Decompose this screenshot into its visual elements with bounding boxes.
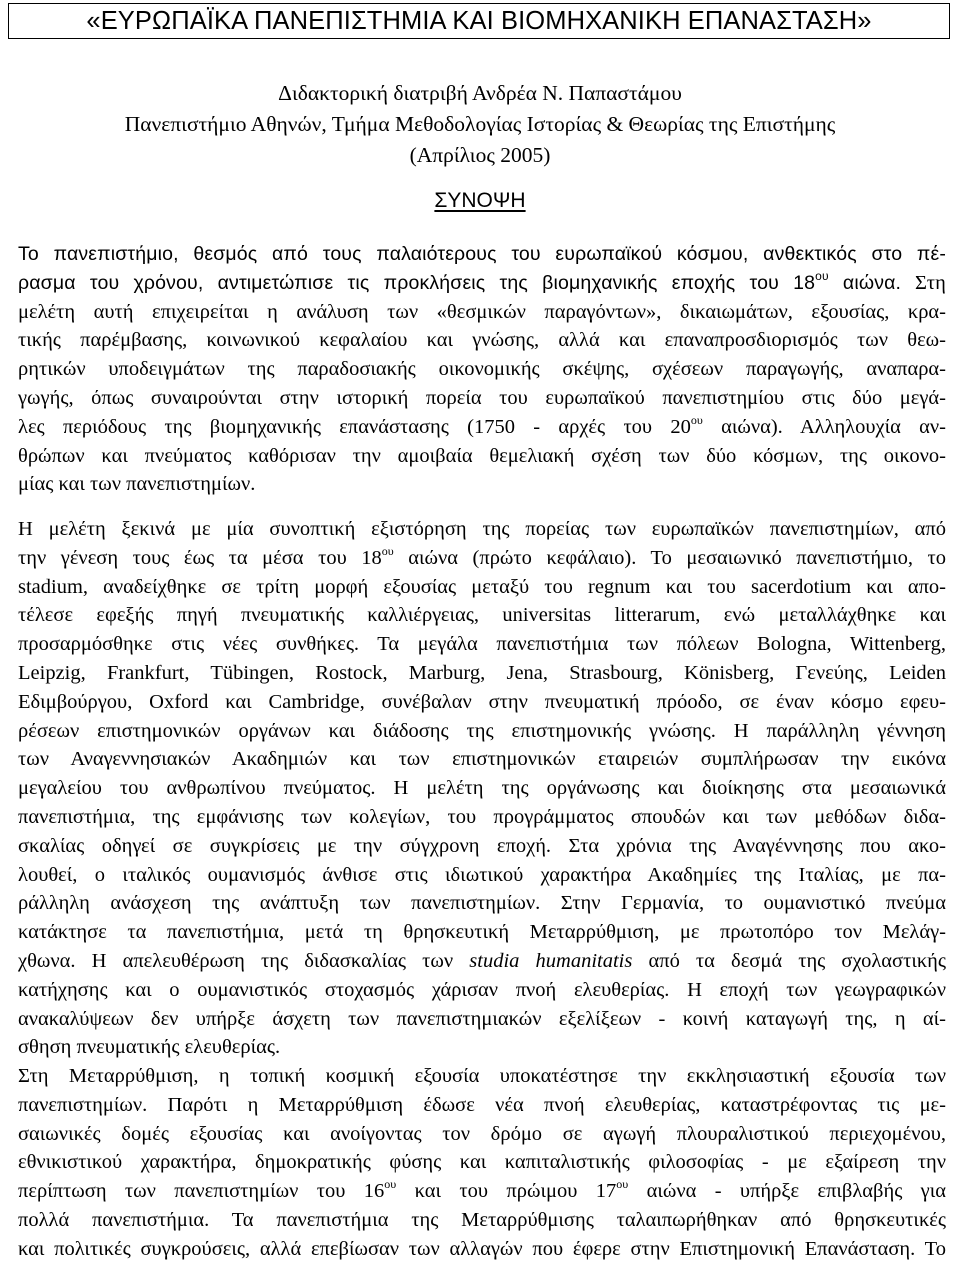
text-run: από τα δεσμά της σχολαστικής — [632, 949, 946, 972]
paragraph-line: κατήχησης και ο ουμανιστικός στοχασμός χάρισαν πνοή ελευθερίας. Η εποχή των γεωγραφικών — [18, 978, 946, 1001]
paragraph-line: τικής παρέμβασης, κοινωνικού κεφαλαίου και γνώσης, αλλά και επαναπροσδιορισμός των θεω- — [18, 329, 946, 352]
ordinal-superscript: ου — [381, 543, 394, 558]
paragraph-line: των Αναγεννησιακών Ακαδημιών και των επιστημονικών εταιρειών συμπλήρωσαν την εικόνα — [18, 748, 946, 771]
paragraph-line: γωγής, όπως συναιρούνται στην ιστορική πορεία του ευρωπαϊκού πανεπιστημίου στις δύο μεγά- — [18, 386, 946, 409]
ordinal-superscript: ου — [815, 269, 829, 284]
text-run: Στη — [901, 271, 946, 294]
paragraph-line: θρώπων και πνεύματος καθόρισαν την αμοιβαία θεμελιακή σχέση των δύο κόσμων, της οικονο- — [18, 444, 946, 467]
text-run: αιώνα). Αλληλουχία αν- — [702, 415, 946, 438]
paragraph-line: Το πανεπιστήμιο, θεσμός από τους παλαιότερους του ευρωπαϊκού κόσμου, ανθεκτικός στο πέ- — [18, 243, 946, 265]
paragraph-line — [18, 1177, 946, 1206]
paragraph-line: Εδιμβούργου, Oxford και Cambridge, συνέβαλαν στην πνευματική πρόοδο, σε έναν κόσμο εφευ- — [18, 690, 946, 713]
paragraph-line: ανακαλύψεων δεν υπήρξε άσχετη των πανεπιστημιακών εξελίξεων - κοινή καταγωγή της, η αί- — [18, 1007, 946, 1030]
paragraph-line: εθνικιστικού χαρακτήρα, δημοκρατικής φύσης και καπιταλιστικής φιλοσοφίας - με εξαίρεση την — [18, 1151, 946, 1174]
paragraph-line: πανεπιστήμια, της εμφάνισης των κολεγίων, του προγράμματος σπουδών και των μεθόδων διδα- — [18, 805, 946, 828]
paragraph-2 — [18, 515, 946, 1062]
paragraph-line — [18, 544, 946, 573]
paragraph-line: πολλά πανεπιστήμια. Τα πανεπιστήμια της Μεταρρύθμισης ταλαιπωρήθηκαν από θρησκευτικές — [18, 1208, 946, 1231]
ordinal-superscript: ου — [690, 412, 703, 427]
paragraph-line: μελέτη αυτή επιχειρείται η ανάλυση των «θεσμικών παραγόντων», δικαιωμάτων, εξουσίας, κρα- — [18, 300, 946, 323]
paragraph-line: μεγαλείου του ανθρωπίνου πνεύματος. Η μελέτη της οργάνωσης και διοίκησης στα μεσαιωνικά — [18, 777, 946, 800]
ordinal-superscript: ου — [616, 1177, 629, 1192]
paragraph-line: προσαρμόσθηκε στις νέες συνθήκες. Τα μεγάλα πανεπιστήμια των πόλεων Bologna, Wittenberg, — [18, 633, 946, 656]
thesis-header — [0, 78, 960, 171]
paragraph-line: σθηση πνευματικής ελευθερίας. — [18, 1036, 281, 1059]
paragraph-line: μίας και των πανεπιστημίων. — [18, 473, 256, 496]
paragraph-line: Leipzig, Frankfurt, Tübingen, Rostock, Marburg, Jena, Strasbourg, Könisberg, Γενεύης, Leiden — [18, 661, 946, 684]
text-run: και του πρώιμου 17 — [396, 1180, 617, 1203]
thesis-author-line: Διδακτορική διατριβή Ανδρέα Ν. Παπαστάμου — [278, 81, 682, 105]
paragraph-line: ρητικών υποδειγμάτων της παραδοσιακής οικονομικής σκέψης, σχέσεων παραγωγής, αναπαρα- — [18, 358, 946, 381]
text-run: την γένεση τους έως τα μέσα του 18 — [18, 546, 382, 569]
text-run: αιώνα. — [828, 271, 902, 294]
paragraph-line: πανεπιστημίων. Παρότι η Μεταρρύθμιση έδωσε νέα πνοή ελευθερίας, καταστρέφοντας τις με- — [18, 1093, 946, 1116]
paragraph-line: Στη Μεταρρύθμιση, η τοπική κοσμική εξουσία υποκατέστησε την εκκλησιαστική εξουσία των — [18, 1065, 946, 1087]
text-run: λες περιόδους της βιομηχανικής επανάστασης (1750 - αρχές του 20 — [18, 415, 691, 438]
paragraph-line: ρέσεων επιστημονικών οργάνων και διάδοσης της επιστημονικής γνώσης. Η παράλληλη γέννηση — [18, 719, 946, 742]
document-title: «ΕΥΡΩΠΑΪΚΑ ΠΑΝΕΠΙΣΤΗΜΙΑ ΚΑΙ ΒΙΟΜΗΧΑΝΙΚΗ ΕΠΑΝΑΣΤΑΣΗ» — [8, 3, 950, 39]
paragraph-line — [18, 269, 946, 298]
paragraph-line: σαιωνικές δομές εξουσίας και ανοίγοντας τον δρόμο σε αγωγή πλουραλιστικού περιεχομένου, — [18, 1122, 946, 1145]
text-run: περίπτωση των πανεπιστημίων του 16 — [18, 1180, 385, 1203]
paragraph-line: stadium, αναδείχθηκε σε τρίτη μορφή εξουσίας μεταξύ του regnum και του sacerdotium και απο- — [18, 575, 946, 598]
text-run: αιώνα (πρώτο κεφάλαιο). Το μεσαιωνικό πανεπιστήμιο, το — [393, 546, 946, 569]
paragraph-line — [18, 413, 946, 442]
paragraph-1 — [18, 240, 946, 499]
thesis-date-line: (Απρίλιος 2005) — [409, 143, 551, 167]
paragraph-3 — [18, 1062, 946, 1264]
paragraph-line — [18, 947, 946, 976]
text-run: ρασμα του χρόνου, αντιμετώπισε τις προκλήσεις της βιομηχανικής εποχής του 18 — [18, 271, 816, 294]
text-run: χθωνα. Η απελευθέρωση της διδασκαλίας των — [18, 949, 470, 972]
paragraph-line: τέλεσε εφεξής πηγή πνευματικής καλλιέργειας, universitas litterarum, ενώ μεταλλάχθηκε και — [18, 604, 946, 627]
ordinal-superscript: ου — [384, 1177, 397, 1192]
paragraph-line: λουθεί, ο ιταλικός ουμανισμός άνθισε στις ιδιωτικού χαρακτήρα Ακαδημίες της Ιταλίας, με πα- — [18, 863, 946, 886]
paragraph-line: Η μελέτη ξεκινά με μία συνοπτική εξιστόρηση της πορείας των ευρωπαϊκών πανεπιστημίων, από — [18, 518, 946, 540]
thesis-university-line: Πανεπιστήμιο Αθηνών, Τμήμα Μεθοδολογίας Ιστορίας & Θεωρίας της Επιστήμης — [124, 112, 836, 136]
paragraph-line: κατάκτησε τα πανεπιστήμια, μετά τη θρησκευτική Μεταρρύθμιση, με πρωτοπόρο τον Μελάγ- — [18, 921, 946, 944]
synopsis-heading — [0, 186, 960, 216]
italic-term: studia humanitatis — [469, 949, 633, 972]
paragraph-line: σκαλίας οδηγεί σε συγκρίσεις με την σύγχρονη εποχή. Στα χρόνια της Αναγέννησης που ακο- — [18, 834, 946, 857]
paragraph-line: ράλληλη ανάσχεση της ανάπτυξη των πανεπιστημίων. Στην Γερμανία, το ουμανιστικό πνεύμα — [18, 892, 946, 915]
synopsis-heading-text: ΣΥΝΟΨΗ — [434, 189, 526, 212]
text-run: αιώνα - υπήρξε επιβλαβής για — [628, 1180, 946, 1203]
paragraph-line: και πολιτικές συγκρούσεις, αλλά επεβίωσαν των αλλαγών που έφερε στην Επιστημονική Επανάσταση. Το — [18, 1237, 946, 1260]
